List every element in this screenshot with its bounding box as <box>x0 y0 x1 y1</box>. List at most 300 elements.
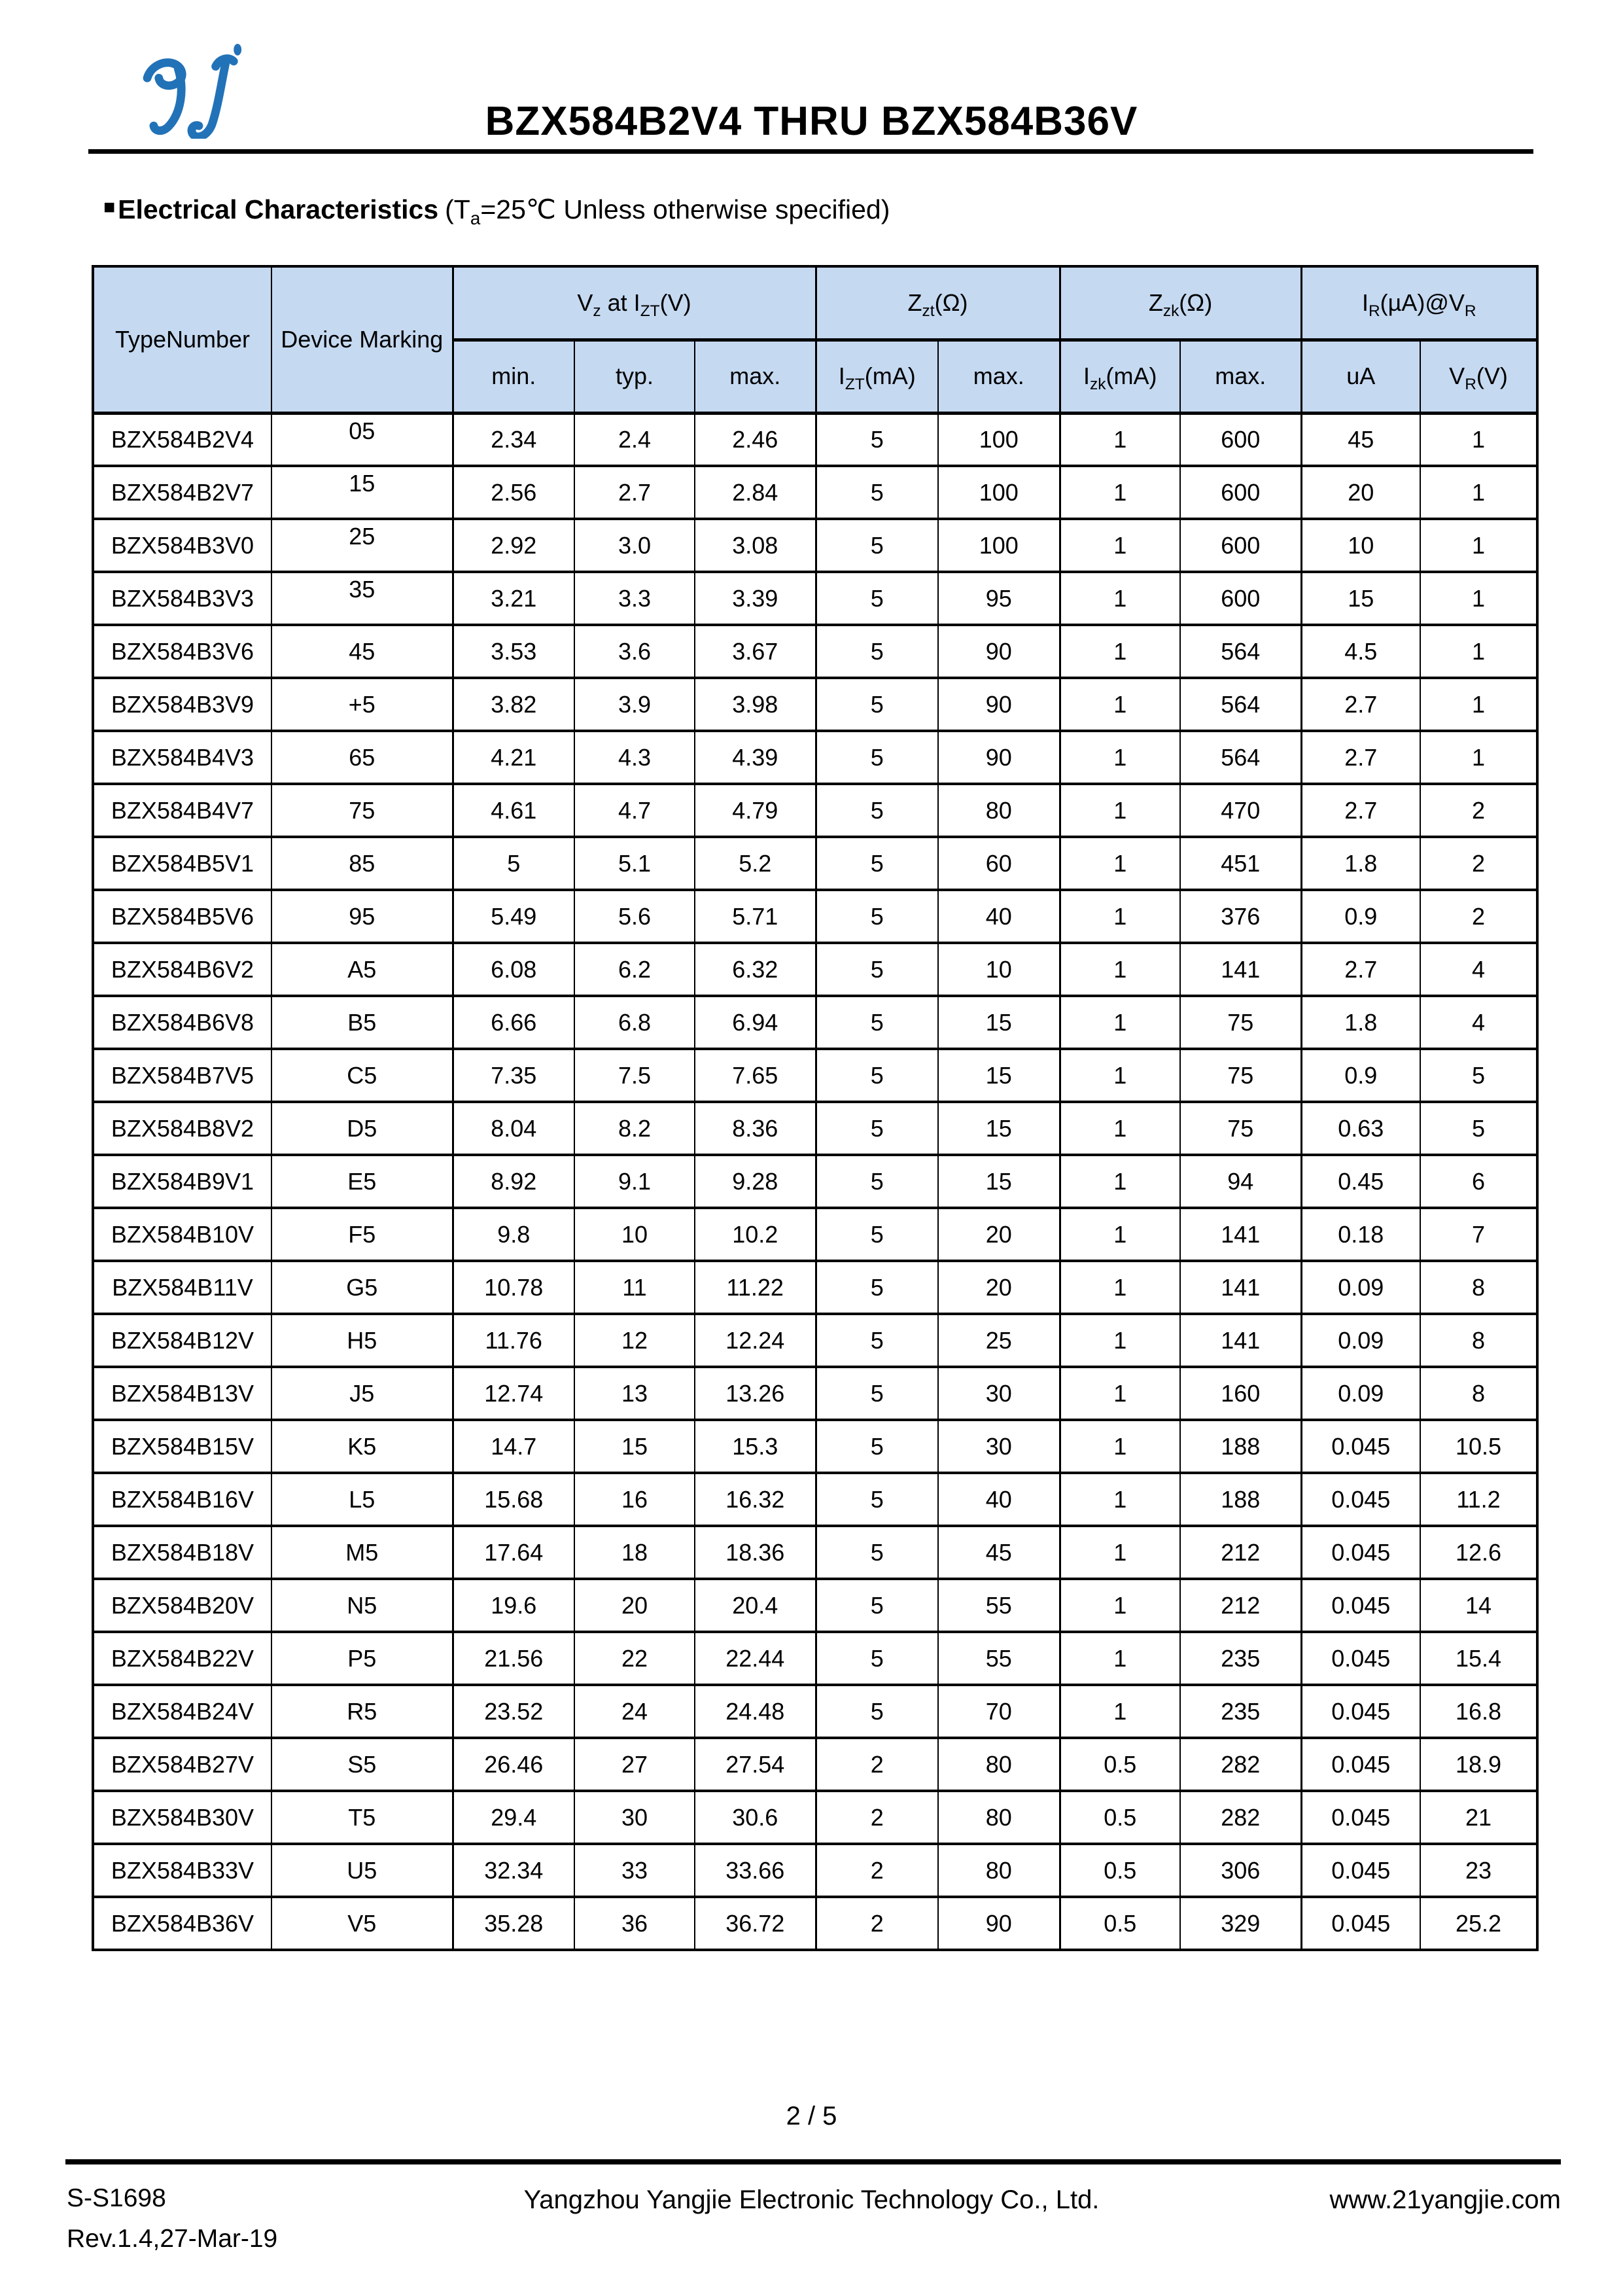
izk-cell: 1 <box>1060 943 1180 996</box>
vz-min-cell: 3.82 <box>453 678 574 731</box>
footer-rule <box>65 2159 1561 2164</box>
vr-cell: 25.2 <box>1420 1897 1537 1950</box>
vr-cell: 5 <box>1420 1049 1537 1102</box>
ir-ua-cell: 0.045 <box>1301 1579 1420 1632</box>
izk-cell: 1 <box>1060 1049 1180 1102</box>
table-header <box>93 266 1537 413</box>
vz-max-cell: 6.94 <box>695 996 816 1049</box>
izk-cell: 1 <box>1060 890 1180 943</box>
vz-min-cell: 4.21 <box>453 731 574 784</box>
vz-max-cell: 7.65 <box>695 1049 816 1102</box>
section-heading-condition: ($T_a=25℃$ Unless otherwise specified) <box>445 194 890 229</box>
zzk-max-cell: 564 <box>1180 678 1301 731</box>
zzt-max-cell: 15 <box>938 1102 1060 1155</box>
ir-ua-cell: 2.7 <box>1301 678 1420 731</box>
table-row <box>93 572 1537 625</box>
vz-max-cell: 5.2 <box>695 837 816 890</box>
izt-cell: 5 <box>816 1685 938 1738</box>
vz-typ-cell: 4.3 <box>574 731 695 784</box>
vz-max-cell: 6.32 <box>695 943 816 996</box>
device-marking-cell: P5 <box>271 1632 453 1685</box>
izt-cell: 2 <box>816 1791 938 1844</box>
izk-cell: 1 <box>1060 1473 1180 1526</box>
vz-typ-cell: 16 <box>574 1473 695 1526</box>
vr-cell: 18.9 <box>1420 1738 1537 1791</box>
zzk-max-cell: 329 <box>1180 1897 1301 1950</box>
type-number-cell: BZX584B3V9 <box>93 678 271 731</box>
zzk-max-cell: 94 <box>1180 1155 1301 1208</box>
table-row <box>93 1155 1537 1208</box>
vz-max-cell: 3.98 <box>695 678 816 731</box>
vz-min-cell: 11.76 <box>453 1314 574 1367</box>
izk-cell: 1 <box>1060 731 1180 784</box>
sub-header-vz-max: max. <box>695 340 816 413</box>
device-marking-cell: D5 <box>271 1102 453 1155</box>
zzt-max-cell: 30 <box>938 1420 1060 1473</box>
device-marking-cell: H5 <box>271 1314 453 1367</box>
zzk-max-cell: 600 <box>1180 413 1301 466</box>
table-row <box>93 1844 1537 1897</box>
type-number-cell: BZX584B16V <box>93 1473 271 1526</box>
vz-typ-cell: 3.3 <box>574 572 695 625</box>
vz-typ-cell: 13 <box>574 1367 695 1420</box>
sub-header-izk: $I_{zk}(mA)$ <box>1060 340 1180 413</box>
table-row <box>93 943 1537 996</box>
table-row <box>93 1367 1537 1420</box>
vz-max-cell: 2.46 <box>695 413 816 466</box>
izt-cell: 5 <box>816 1049 938 1102</box>
vr-cell: 8 <box>1420 1314 1537 1367</box>
vr-cell: 1 <box>1420 678 1537 731</box>
vz-typ-cell: 20 <box>574 1579 695 1632</box>
type-number-cell: BZX584B30V <box>93 1791 271 1844</box>
izt-cell: 5 <box>816 1526 938 1579</box>
device-marking-cell: C5 <box>271 1049 453 1102</box>
type-number-cell: BZX584B5V6 <box>93 890 271 943</box>
vz-min-cell: 23.52 <box>453 1685 574 1738</box>
vz-min-cell: 6.66 <box>453 996 574 1049</box>
izt-cell: 2 <box>816 1738 938 1791</box>
device-marking-cell: M5 <box>271 1526 453 1579</box>
table-row <box>93 1314 1537 1367</box>
device-marking-cell: 65 <box>271 731 453 784</box>
ir-ua-cell: 0.045 <box>1301 1473 1420 1526</box>
izk-cell: 0.5 <box>1060 1791 1180 1844</box>
vz-max-cell: 24.48 <box>695 1685 816 1738</box>
ir-ua-cell: 2.7 <box>1301 784 1420 837</box>
izt-cell: 5 <box>816 943 938 996</box>
izk-cell: 1 <box>1060 784 1180 837</box>
vz-typ-cell: 33 <box>574 1844 695 1897</box>
type-number-cell: BZX584B4V3 <box>93 731 271 784</box>
col-header-type-number: TypeNumber <box>93 266 271 413</box>
vz-max-cell: 13.26 <box>695 1367 816 1420</box>
vr-cell: 2 <box>1420 837 1537 890</box>
vr-cell: 2 <box>1420 784 1537 837</box>
vz-min-cell: 14.7 <box>453 1420 574 1473</box>
type-number-cell: BZX584B2V7 <box>93 466 271 519</box>
table-row <box>93 519 1537 572</box>
vr-cell: 16.8 <box>1420 1685 1537 1738</box>
table-row <box>93 996 1537 1049</box>
vz-min-cell: 21.56 <box>453 1632 574 1685</box>
zzk-max-cell: 188 <box>1180 1420 1301 1473</box>
zzt-max-cell: 95 <box>938 572 1060 625</box>
col-group-zzt: $Z_{zt}(\Omega)$ <box>816 266 1060 340</box>
izk-cell: 1 <box>1060 413 1180 466</box>
sub-header-vz-min: min. <box>453 340 574 413</box>
vr-cell: 1 <box>1420 413 1537 466</box>
vz-typ-cell: 27 <box>574 1738 695 1791</box>
device-marking-cell: L5 <box>271 1473 453 1526</box>
zzt-max-cell: 80 <box>938 1738 1060 1791</box>
device-marking-cell: K5 <box>271 1420 453 1473</box>
table-row <box>93 625 1537 678</box>
izk-cell: 1 <box>1060 1632 1180 1685</box>
zzk-max-cell: 306 <box>1180 1844 1301 1897</box>
sub-header-izt: $I_{ZT}(mA)$ <box>816 340 938 413</box>
izk-cell: 0.5 <box>1060 1738 1180 1791</box>
ir-ua-cell: 0.63 <box>1301 1102 1420 1155</box>
ir-ua-cell: 1.8 <box>1301 996 1420 1049</box>
col-group-vz: $V_z$ at $I_{ZT}(V)$ <box>453 266 816 340</box>
izt-cell: 5 <box>816 1473 938 1526</box>
zzt-max-cell: 55 <box>938 1632 1060 1685</box>
vz-min-cell: 17.64 <box>453 1526 574 1579</box>
vz-min-cell: 2.34 <box>453 413 574 466</box>
device-marking-cell: G5 <box>271 1261 453 1314</box>
izt-cell: 5 <box>816 996 938 1049</box>
type-number-cell: BZX584B36V <box>93 1897 271 1950</box>
izk-cell: 1 <box>1060 1261 1180 1314</box>
izt-cell: 5 <box>816 413 938 466</box>
vr-cell: 5 <box>1420 1102 1537 1155</box>
ir-ua-cell: 45 <box>1301 413 1420 466</box>
vz-max-cell: 18.36 <box>695 1526 816 1579</box>
ir-ua-cell: 0.045 <box>1301 1420 1420 1473</box>
table-row <box>93 1102 1537 1155</box>
vz-max-cell: 15.3 <box>695 1420 816 1473</box>
ir-ua-cell: 0.045 <box>1301 1844 1420 1897</box>
vr-cell: 21 <box>1420 1791 1537 1844</box>
table-row <box>93 1791 1537 1844</box>
vr-cell: 12.6 <box>1420 1526 1537 1579</box>
zzk-max-cell: 282 <box>1180 1791 1301 1844</box>
zzt-max-cell: 90 <box>938 1897 1060 1950</box>
vz-min-cell: 7.35 <box>453 1049 574 1102</box>
table-row <box>93 466 1537 519</box>
zzt-max-cell: 45 <box>938 1526 1060 1579</box>
type-number-cell: BZX584B24V <box>93 1685 271 1738</box>
vz-min-cell: 8.92 <box>453 1155 574 1208</box>
izt-cell: 5 <box>816 731 938 784</box>
device-marking-cell: V5 <box>271 1897 453 1950</box>
table-row <box>93 1526 1537 1579</box>
izt-cell: 5 <box>816 890 938 943</box>
izk-cell: 1 <box>1060 625 1180 678</box>
izt-cell: 5 <box>816 1314 938 1367</box>
vz-typ-cell: 11 <box>574 1261 695 1314</box>
type-number-cell: BZX584B33V <box>93 1844 271 1897</box>
vz-min-cell: 9.8 <box>453 1208 574 1261</box>
zzt-max-cell: 15 <box>938 1049 1060 1102</box>
vz-max-cell: 12.24 <box>695 1314 816 1367</box>
vz-max-cell: 5.71 <box>695 890 816 943</box>
vz-min-cell: 29.4 <box>453 1791 574 1844</box>
vz-typ-cell: 6.8 <box>574 996 695 1049</box>
vz-typ-cell: 8.2 <box>574 1102 695 1155</box>
zzt-max-cell: 80 <box>938 784 1060 837</box>
col-group-ir: $I_R(\mu A)@V_R$ <box>1301 266 1537 340</box>
type-number-cell: BZX584B9V1 <box>93 1155 271 1208</box>
device-marking-cell: 25 <box>271 519 453 572</box>
vz-max-cell: 4.39 <box>695 731 816 784</box>
ir-ua-cell: 20 <box>1301 466 1420 519</box>
izt-cell: 5 <box>816 1420 938 1473</box>
vr-cell: 11.2 <box>1420 1473 1537 1526</box>
vz-min-cell: 6.08 <box>453 943 574 996</box>
vz-typ-cell: 9.1 <box>574 1155 695 1208</box>
zzt-max-cell: 10 <box>938 943 1060 996</box>
vr-cell: 2 <box>1420 890 1537 943</box>
ir-ua-cell: 15 <box>1301 572 1420 625</box>
device-marking-cell: 85 <box>271 837 453 890</box>
zzk-max-cell: 141 <box>1180 1208 1301 1261</box>
vz-typ-cell: 36 <box>574 1897 695 1950</box>
footer-company-name: Yangzhou Yangjie Electronic Technology Co., Ltd. <box>523 2185 1100 2214</box>
table-row <box>93 678 1537 731</box>
zzt-max-cell: 100 <box>938 413 1060 466</box>
vz-max-cell: 33.66 <box>695 1844 816 1897</box>
izt-cell: 5 <box>816 1155 938 1208</box>
vz-max-cell: 2.84 <box>695 466 816 519</box>
device-marking-cell: 45 <box>271 625 453 678</box>
vz-min-cell: 32.34 <box>453 1844 574 1897</box>
device-marking-cell: B5 <box>271 996 453 1049</box>
vz-min-cell: 8.04 <box>453 1102 574 1155</box>
vz-min-cell: 15.68 <box>453 1473 574 1526</box>
vz-min-cell: 3.53 <box>453 625 574 678</box>
footer-revision: Rev.1.4,27-Mar-19 <box>67 2225 278 2253</box>
type-number-cell: BZX584B13V <box>93 1367 271 1420</box>
device-marking-cell: N5 <box>271 1579 453 1632</box>
zzt-max-cell: 20 <box>938 1208 1060 1261</box>
izk-cell: 1 <box>1060 1155 1180 1208</box>
zzt-max-cell: 55 <box>938 1579 1060 1632</box>
vz-typ-cell: 4.7 <box>574 784 695 837</box>
vz-typ-cell: 7.5 <box>574 1049 695 1102</box>
vz-max-cell: 3.39 <box>695 572 816 625</box>
type-number-cell: BZX584B5V1 <box>93 837 271 890</box>
ir-ua-cell: 0.045 <box>1301 1791 1420 1844</box>
table-row <box>93 1473 1537 1526</box>
table-row <box>93 1897 1537 1950</box>
zzk-max-cell: 600 <box>1180 466 1301 519</box>
type-number-cell: BZX584B18V <box>93 1526 271 1579</box>
izt-cell: 5 <box>816 678 938 731</box>
vz-min-cell: 12.74 <box>453 1367 574 1420</box>
ir-ua-cell: 1.8 <box>1301 837 1420 890</box>
zzt-max-cell: 40 <box>938 890 1060 943</box>
zzk-max-cell: 212 <box>1180 1526 1301 1579</box>
spec-table-body <box>93 413 1537 1950</box>
vz-max-cell: 3.08 <box>695 519 816 572</box>
zzt-max-cell: 80 <box>938 1844 1060 1897</box>
device-marking-cell: F5 <box>271 1208 453 1261</box>
izt-cell: 5 <box>816 1208 938 1261</box>
table-row <box>93 1049 1537 1102</box>
izt-cell: 5 <box>816 1632 938 1685</box>
type-number-cell: BZX584B27V <box>93 1738 271 1791</box>
type-number-cell: BZX584B7V5 <box>93 1049 271 1102</box>
izk-cell: 1 <box>1060 1208 1180 1261</box>
vz-typ-cell: 5.6 <box>574 890 695 943</box>
device-marking-cell: S5 <box>271 1738 453 1791</box>
izk-cell: 1 <box>1060 1367 1180 1420</box>
vz-typ-cell: 18 <box>574 1526 695 1579</box>
vz-max-cell: 20.4 <box>695 1579 816 1632</box>
ir-ua-cell: 2.7 <box>1301 943 1420 996</box>
izk-cell: 1 <box>1060 1314 1180 1367</box>
izk-cell: 1 <box>1060 1102 1180 1155</box>
vz-max-cell: 10.2 <box>695 1208 816 1261</box>
vz-typ-cell: 2.4 <box>574 413 695 466</box>
izk-cell: 1 <box>1060 678 1180 731</box>
zzk-max-cell: 470 <box>1180 784 1301 837</box>
zzk-max-cell: 564 <box>1180 625 1301 678</box>
izk-cell: 0.5 <box>1060 1844 1180 1897</box>
electrical-characteristics-table <box>92 265 1539 1951</box>
zzk-max-cell: 160 <box>1180 1367 1301 1420</box>
device-marking-cell: 35 <box>271 572 453 625</box>
vz-max-cell: 30.6 <box>695 1791 816 1844</box>
table-row <box>93 1420 1537 1473</box>
izt-cell: 5 <box>816 1261 938 1314</box>
vz-max-cell: 8.36 <box>695 1102 816 1155</box>
table-row <box>93 1632 1537 1685</box>
vz-typ-cell: 12 <box>574 1314 695 1367</box>
logo-dot <box>234 44 241 56</box>
izt-cell: 5 <box>816 466 938 519</box>
izk-cell: 1 <box>1060 996 1180 1049</box>
ir-ua-cell: 0.045 <box>1301 1526 1420 1579</box>
device-marking-cell: J5 <box>271 1367 453 1420</box>
zzk-max-cell: 141 <box>1180 943 1301 996</box>
device-marking-cell: R5 <box>271 1685 453 1738</box>
zzk-max-cell: 600 <box>1180 519 1301 572</box>
zzk-max-cell: 235 <box>1180 1632 1301 1685</box>
device-marking-cell: A5 <box>271 943 453 996</box>
zzk-max-cell: 75 <box>1180 1102 1301 1155</box>
izk-cell: 0.5 <box>1060 1897 1180 1950</box>
vz-typ-cell: 3.9 <box>574 678 695 731</box>
footer-doc-number: S-S1698 <box>67 2184 166 2212</box>
device-marking-cell: T5 <box>271 1791 453 1844</box>
vz-min-cell: 2.56 <box>453 466 574 519</box>
vz-min-cell: 26.46 <box>453 1738 574 1791</box>
type-number-cell: BZX584B6V8 <box>93 996 271 1049</box>
type-number-cell: BZX584B2V4 <box>93 413 271 466</box>
izt-cell: 5 <box>816 837 938 890</box>
ir-ua-cell: 0.045 <box>1301 1685 1420 1738</box>
type-number-cell: BZX584B20V <box>93 1579 271 1632</box>
table-row <box>93 731 1537 784</box>
vz-min-cell: 10.78 <box>453 1261 574 1314</box>
table-row <box>93 413 1537 466</box>
zzk-max-cell: 376 <box>1180 890 1301 943</box>
header-rule <box>88 149 1533 154</box>
vz-min-cell: 5.49 <box>453 890 574 943</box>
type-number-cell: BZX584B3V0 <box>93 519 271 572</box>
vz-typ-cell: 22 <box>574 1632 695 1685</box>
vr-cell: 1 <box>1420 519 1537 572</box>
ir-ua-cell: 0.045 <box>1301 1738 1420 1791</box>
ir-ua-cell: 0.9 <box>1301 890 1420 943</box>
vr-cell: 4 <box>1420 943 1537 996</box>
vz-max-cell: 9.28 <box>695 1155 816 1208</box>
vr-cell: 1 <box>1420 466 1537 519</box>
table-row <box>93 784 1537 837</box>
col-group-zzk: $Z_{zk}(\Omega)$ <box>1060 266 1301 340</box>
vz-min-cell: 4.61 <box>453 784 574 837</box>
type-number-cell: BZX584B15V <box>93 1420 271 1473</box>
izt-cell: 2 <box>816 1844 938 1897</box>
vr-cell: 14 <box>1420 1579 1537 1632</box>
type-number-cell: BZX584B11V <box>93 1261 271 1314</box>
zzt-max-cell: 40 <box>938 1473 1060 1526</box>
vz-typ-cell: 30 <box>574 1791 695 1844</box>
vr-cell: 1 <box>1420 731 1537 784</box>
zzk-max-cell: 141 <box>1180 1261 1301 1314</box>
table-row <box>93 1738 1537 1791</box>
izt-cell: 5 <box>816 784 938 837</box>
type-number-cell: BZX584B12V <box>93 1314 271 1367</box>
vr-cell: 8 <box>1420 1261 1537 1314</box>
vr-cell: 10.5 <box>1420 1420 1537 1473</box>
zzk-max-cell: 75 <box>1180 996 1301 1049</box>
device-marking-cell: 75 <box>271 784 453 837</box>
izt-cell: 5 <box>816 572 938 625</box>
zzt-max-cell: 60 <box>938 837 1060 890</box>
zzt-max-cell: 70 <box>938 1685 1060 1738</box>
zzk-max-cell: 600 <box>1180 572 1301 625</box>
zzt-max-cell: 90 <box>938 625 1060 678</box>
section-heading-label: Electrical Characteristics <box>118 194 439 224</box>
vr-cell: 8 <box>1420 1367 1537 1420</box>
col-header-device-marking: Device Marking <box>271 266 453 413</box>
zzt-max-cell: 30 <box>938 1367 1060 1420</box>
zzk-max-cell: 212 <box>1180 1579 1301 1632</box>
vz-typ-cell: 2.7 <box>574 466 695 519</box>
izt-cell: 5 <box>816 1367 938 1420</box>
vz-typ-cell: 3.6 <box>574 625 695 678</box>
table-row <box>93 1261 1537 1314</box>
vr-cell: 6 <box>1420 1155 1537 1208</box>
zzt-max-cell: 90 <box>938 678 1060 731</box>
type-number-cell: BZX584B6V2 <box>93 943 271 996</box>
izk-cell: 1 <box>1060 837 1180 890</box>
ir-ua-cell: 0.045 <box>1301 1632 1420 1685</box>
device-marking-cell: E5 <box>271 1155 453 1208</box>
table-row <box>93 1208 1537 1261</box>
vz-min-cell: 2.92 <box>453 519 574 572</box>
vz-typ-cell: 3.0 <box>574 519 695 572</box>
zzt-max-cell: 20 <box>938 1261 1060 1314</box>
vz-typ-cell: 24 <box>574 1685 695 1738</box>
vz-max-cell: 3.67 <box>695 625 816 678</box>
vz-min-cell: 35.28 <box>453 1897 574 1950</box>
ir-ua-cell: 0.9 <box>1301 1049 1420 1102</box>
